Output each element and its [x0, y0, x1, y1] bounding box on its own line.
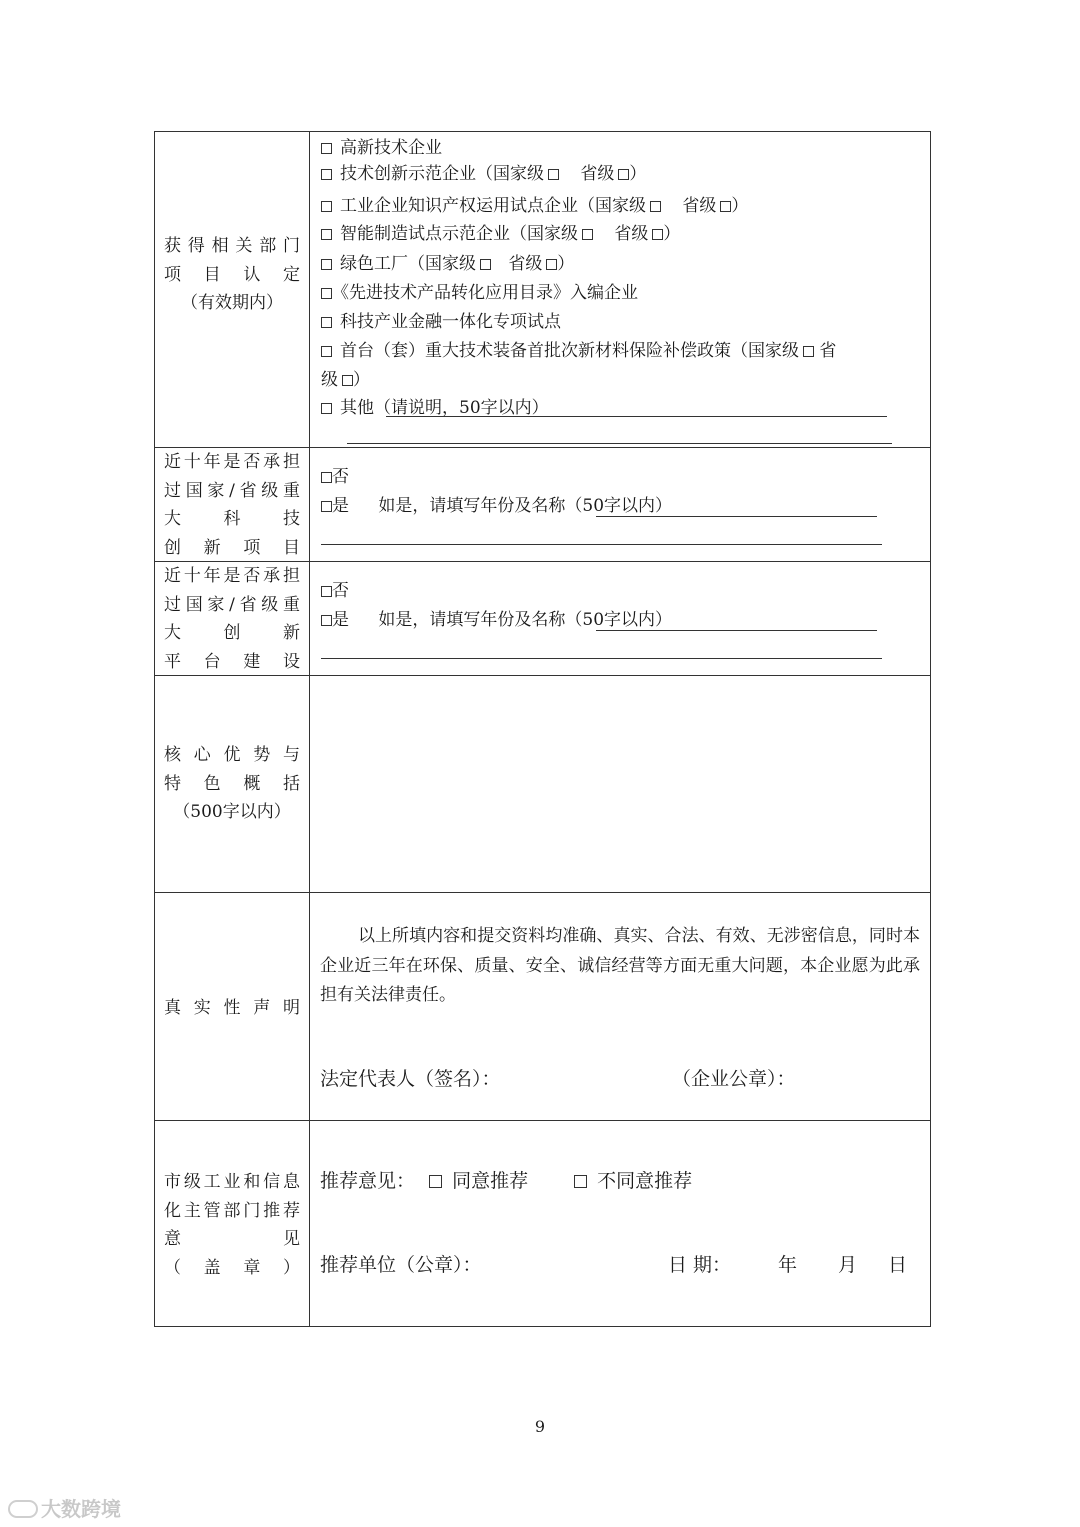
core-advantage-input[interactable]	[312, 677, 928, 890]
checkbox-no[interactable]	[321, 586, 332, 597]
checkbox-provincial[interactable]	[720, 201, 731, 212]
label-line: 特色概括	[164, 773, 300, 794]
declaration-label: 真实性声明	[164, 998, 300, 1018]
innovation-platform-yes: 是 如是，请填写年份及名称（50字以内）	[321, 609, 672, 631]
option-finance-pilot: 科技产业金融一体化专项试点	[321, 311, 561, 333]
sci-projects-yes: 是 如是，请填写年份及名称（50字以内）	[321, 495, 672, 517]
label-line: 创新项目	[164, 537, 300, 558]
label-line: 获得相关部门	[164, 236, 300, 256]
checkbox[interactable]	[321, 143, 332, 154]
table-border-bottom	[154, 1326, 931, 1327]
option-green-factory: 绿色工厂（国家级 省级 ）	[321, 253, 574, 275]
core-advantage-label	[164, 741, 300, 827]
other-input-line[interactable]	[386, 416, 887, 417]
sci-projects-input-line[interactable]	[596, 516, 877, 517]
sci-projects-input-line[interactable]	[321, 544, 882, 545]
innovation-platform-label	[164, 562, 300, 676]
checkbox[interactable]	[321, 169, 332, 180]
checkbox-national[interactable]	[582, 229, 593, 240]
company-seal[interactable]: （企业公章）：	[672, 1068, 796, 1090]
table-border-right	[930, 131, 931, 1327]
label-line: 平台建设	[164, 651, 300, 672]
table-border-left	[154, 131, 155, 1327]
checkbox-no[interactable]	[321, 472, 332, 483]
declaration-text: 以上所填内容和提交资料均准确、真实、合法、有效、无涉密信息，同时本企业近三年在环保、质量、安全、诚信经营等方面无重大问题，本企业愿为此承担有关法律责任。	[320, 926, 920, 1005]
innovation-platform-input-line[interactable]	[596, 630, 877, 631]
legal-representative-signature[interactable]: 法定代表人（签名）：	[320, 1068, 501, 1090]
checkbox-provincial[interactable]	[652, 229, 663, 240]
recommendation-label	[164, 1168, 300, 1282]
recognition-label	[164, 232, 300, 318]
option-smart-manufacturing: 智能制造试点示范企业（国家级 省级 ）	[321, 223, 680, 245]
option-first-set-insurance: 首台（套）重大技术装备首批次新材料保险补偿政策（国家级 省	[321, 340, 836, 362]
checkbox-yes[interactable]	[321, 615, 332, 626]
innovation-platform-no: 否	[321, 580, 349, 602]
recommendation-opinion: 推荐意见： 同意推荐 不同意推荐	[320, 1170, 693, 1192]
other-input-line[interactable]	[347, 443, 892, 444]
label-line: 市级工业和信息	[164, 1172, 300, 1192]
option-high-tech: 高新技术企业	[321, 137, 442, 159]
recommending-unit-seal[interactable]: 推荐单位（公章）：	[320, 1254, 482, 1276]
option-advanced-tech-catalog: 《先进技术产品转化应用目录》入编企业	[321, 282, 638, 304]
checkbox-national[interactable]	[548, 169, 559, 180]
watermark: 大数跨境	[8, 1493, 121, 1522]
row-divider	[154, 1120, 931, 1121]
label-line: 核心优势与	[164, 745, 300, 765]
checkbox-disagree[interactable]	[574, 1175, 587, 1188]
option-other: 其他（请说明，50字以内）	[321, 397, 549, 419]
sci-projects-label	[164, 448, 300, 562]
label-line: 近十年是否承担	[164, 566, 300, 586]
day-label: 日	[888, 1254, 908, 1276]
checkbox-provincial[interactable]	[546, 259, 557, 270]
label-line: 过国家/省级重	[164, 480, 300, 501]
label-line: 近十年是否承担	[164, 452, 300, 472]
label-line: 大科技	[164, 509, 300, 529]
label-line: 意见	[164, 1229, 300, 1249]
label-line: 过国家/省级重	[164, 594, 300, 615]
agree-label: 同意推荐	[452, 1170, 529, 1192]
label-line: （有效期内）	[181, 293, 283, 313]
checkbox-provincial[interactable]	[618, 169, 629, 180]
checkbox-national[interactable]	[480, 259, 491, 270]
label-line: （500字以内）	[173, 802, 291, 822]
label-line: 大创新	[164, 623, 300, 643]
column-divider	[309, 131, 310, 1327]
checkbox[interactable]	[321, 346, 332, 357]
year-label: 年	[778, 1254, 798, 1276]
checkbox-provincial[interactable]	[342, 375, 353, 386]
option-ip-pilot: 工业企业知识产权运用试点企业（国家级 省级 ）	[321, 195, 748, 217]
page-number: 9	[534, 1417, 546, 1436]
date-label: 日 期：	[668, 1254, 732, 1276]
disagree-label: 不同意推荐	[597, 1170, 693, 1192]
row-divider	[154, 892, 931, 893]
checkbox-national[interactable]	[803, 346, 814, 357]
label-line: 项目认定	[164, 264, 300, 285]
option-first-set-insurance-cont: 级 ）	[321, 370, 370, 390]
label-line: 化主管部门推荐	[164, 1200, 300, 1221]
innovation-platform-input-line[interactable]	[321, 658, 882, 659]
checkbox[interactable]	[321, 259, 332, 270]
watermark-logo-icon	[8, 1500, 38, 1518]
checkbox[interactable]	[321, 201, 332, 212]
checkbox-agree[interactable]	[429, 1175, 442, 1188]
checkbox[interactable]	[321, 403, 332, 414]
checkbox-yes[interactable]	[321, 501, 332, 512]
sci-projects-no: 否	[321, 466, 349, 488]
month-label: 月	[838, 1254, 858, 1276]
label-line: （盖章）	[164, 1257, 300, 1278]
table-border-top	[154, 131, 931, 132]
option-tech-innovation-demo: 技术创新示范企业（国家级 省级 ）	[321, 163, 646, 185]
checkbox[interactable]	[321, 288, 332, 299]
checkbox-national[interactable]	[650, 201, 661, 212]
checkbox[interactable]	[321, 229, 332, 240]
checkbox[interactable]	[321, 317, 332, 328]
